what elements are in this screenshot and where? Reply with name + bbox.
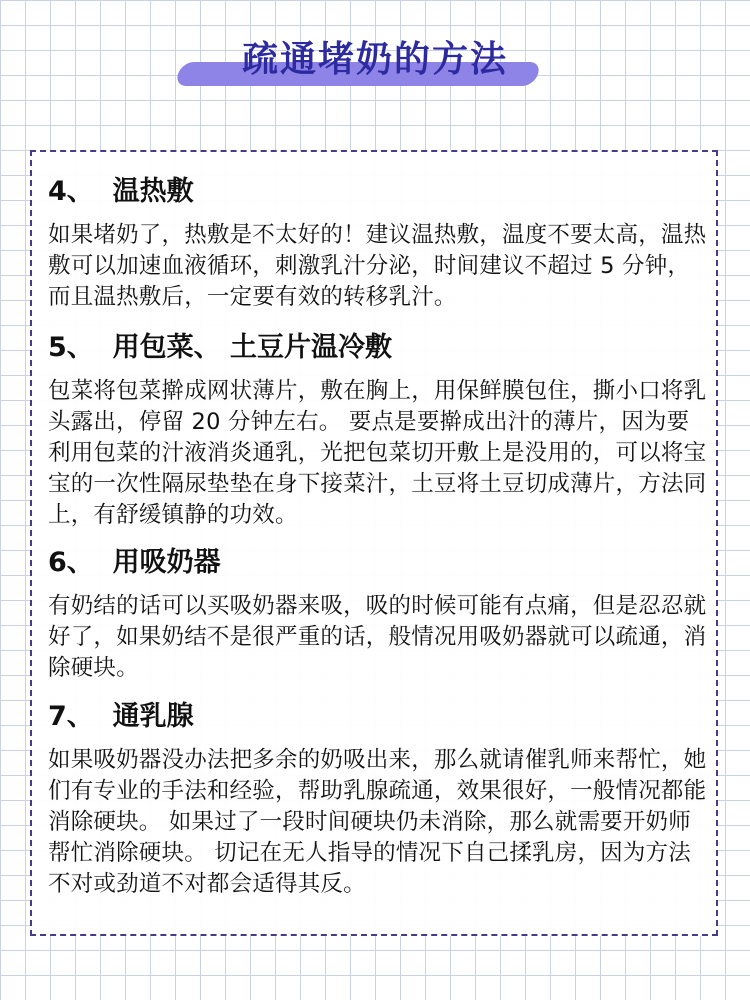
section-body: 有奶结的话可以买吸奶器来吸，吸的时候可能有点痛，但是忍忍就好了，如果奶结不是很严重的话，般情况用吸奶器就可以疏通，消除硬块。 [48, 593, 707, 681]
title-banner [0, 28, 750, 98]
page-title: 疏通堵奶的方法 [241, 39, 508, 80]
section-heading: 5、 用包菜、 土豆片温冷敷 [48, 332, 392, 363]
section-warm-compress [48, 174, 708, 313]
section-body: 包菜将包菜擀成网状薄片，敷在胸上，用保鲜膜包住，撕小口将乳头露出，停留 20 分钟左右。 要点是要擀成出汁的薄片，因为要利用包菜的汁液消炎通乳，光把包菜切开敷上是没用的，可以将宝宝的一次性隔尿垫垫在身下接菜汁，土豆将土豆切成薄片，方法同上，有舒缓镇静的功效。 [48, 378, 707, 528]
section-lactation-massage [48, 699, 708, 900]
section-heading: 7、 通乳腺 [48, 701, 194, 732]
content-panel [30, 150, 718, 936]
section-cabbage-potato [48, 330, 708, 531]
section-breast-pump [48, 545, 708, 684]
section-heading: 4、 温热敷 [48, 176, 194, 207]
section-heading: 6、 用吸奶器 [48, 547, 221, 578]
section-body: 如果堵奶了，热敷是不太好的！建议温热敷，温度不要太高，温热敷可以加速血液循环，刺激乳汁分泌，时间建议不超过 5 分钟，而且温热敷后，一定要有效的转移乳汁。 [48, 222, 707, 310]
section-body: 如果吸奶器没办法把多余的奶吸出来，那么就请催乳师来帮忙，她们有专业的手法和经验，帮助乳腺疏通，效果很好，一般情况都能消除硬块。 如果过了一段时间硬块仍未消除，那么就需要开奶师帮忙消除硬块。 切记在无人指导的情况下自己揉乳房，因为方法不对或劲道不对都会适得其反。 [48, 747, 707, 897]
